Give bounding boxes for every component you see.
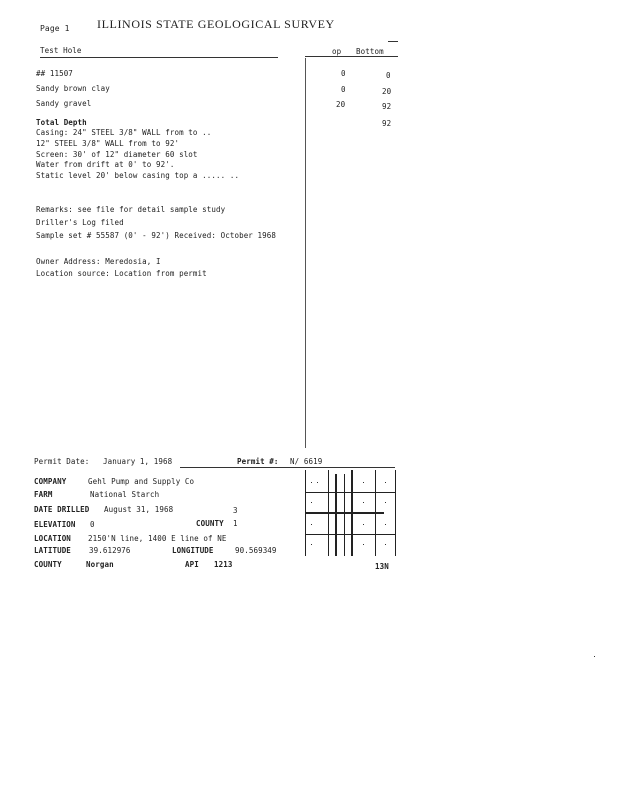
log-column-divider bbox=[305, 58, 306, 448]
grid-dot-3 bbox=[363, 482, 364, 483]
header-mark-top bbox=[388, 41, 398, 42]
county-code-label: COUNTY bbox=[196, 519, 224, 528]
company-value: Gehl Pump and Supply Co bbox=[88, 477, 195, 486]
sample-set-line: Sample set # 55587 (0' - 92') Received: October 1968 bbox=[36, 231, 276, 240]
total-depth-label: Total Depth bbox=[36, 118, 87, 127]
latitude-label: LATITUDE bbox=[34, 546, 71, 555]
grid-dot-12 bbox=[363, 544, 364, 545]
strata-top-2: 0 bbox=[341, 85, 346, 94]
strata-top-3: 20 bbox=[336, 100, 346, 109]
strata-bottom-2: 20 bbox=[382, 87, 392, 96]
grid-dot-6 bbox=[363, 502, 364, 503]
date-drilled-extra: 3 bbox=[233, 506, 238, 515]
grid-vline-7 bbox=[395, 470, 396, 556]
company-label: COMPANY bbox=[34, 477, 67, 486]
township-value: 13N bbox=[375, 562, 389, 571]
elevation-label: ELEVATION bbox=[34, 520, 76, 529]
grid-dot-7 bbox=[385, 502, 386, 503]
location-label: LOCATION bbox=[34, 534, 71, 543]
grid-vline-4 bbox=[344, 474, 345, 556]
grid-dot-2 bbox=[317, 482, 318, 483]
column-heading-test-hole: Test Hole bbox=[40, 46, 82, 55]
grid-dot-5 bbox=[311, 502, 312, 503]
column-heading-top: op bbox=[332, 47, 342, 56]
water-line: Water from drift at 0' to 92'. bbox=[36, 160, 175, 169]
county-value: Norgan bbox=[86, 560, 114, 569]
grid-hline-1 bbox=[305, 492, 396, 493]
header-underline-left bbox=[40, 57, 278, 58]
grid-dot-11 bbox=[311, 544, 312, 545]
farm-value: National Starch bbox=[90, 490, 160, 499]
permit-underline bbox=[180, 467, 395, 468]
grid-dot-10 bbox=[385, 524, 386, 525]
strata-desc-3: Sandy gravel bbox=[36, 99, 92, 108]
section-grid-map bbox=[305, 470, 397, 556]
permit-date-label: Permit Date: bbox=[34, 457, 90, 466]
grid-hline-2 bbox=[305, 512, 384, 514]
location-source-line: Location source: Location from permit bbox=[36, 269, 207, 278]
county-label: COUNTY bbox=[34, 560, 62, 569]
permit-number-value: N/ 6619 bbox=[290, 457, 323, 466]
static-level-line: Static level 20' below casing top a ..... .. bbox=[36, 171, 240, 180]
total-depth-value: 92 bbox=[382, 119, 392, 128]
document-title: ILLINOIS STATE GEOLOGICAL SURVEY bbox=[97, 17, 335, 31]
date-drilled-value: August 31, 1968 bbox=[104, 505, 174, 514]
grid-dot-8 bbox=[311, 524, 312, 525]
strata-top-1: 0 bbox=[341, 69, 346, 78]
casing-line-2: 12" STEEL 3/8" WALL from to 92' bbox=[36, 139, 180, 148]
longitude-value: 90.569349 bbox=[235, 546, 277, 555]
strata-bottom-1: 0 bbox=[386, 71, 391, 80]
strata-desc-1: ## 11507 bbox=[36, 69, 73, 78]
grid-dot-1 bbox=[311, 482, 312, 483]
api-label: API bbox=[185, 560, 199, 569]
county-code-value: 1 bbox=[233, 519, 238, 528]
permit-date-value: January 1, 1968 bbox=[103, 457, 173, 466]
grid-dot-9 bbox=[363, 524, 364, 525]
location-value: 2150'N line, 1400 E line of NE bbox=[88, 534, 227, 543]
farm-label: FARM bbox=[34, 490, 53, 499]
owner-address-line: Owner Address: Meredosia, I bbox=[36, 257, 161, 266]
casing-line-1: Casing: 24" STEEL 3/8" WALL from to .. bbox=[36, 128, 212, 137]
scan-speck bbox=[594, 656, 595, 657]
elevation-value: 0 bbox=[90, 520, 95, 529]
api-value: 1213 bbox=[214, 560, 233, 569]
page-number: Page 1 bbox=[40, 24, 70, 33]
longitude-label: LONGITUDE bbox=[172, 546, 214, 555]
grid-dot-13 bbox=[385, 544, 386, 545]
header-underline-right bbox=[305, 56, 398, 57]
screen-line: Screen: 30' of 12" diameter 60 slot bbox=[36, 150, 198, 159]
column-heading-bottom: Bottom bbox=[356, 47, 384, 56]
grid-vline-3 bbox=[335, 474, 337, 556]
drillers-log-line: Driller's Log filed bbox=[36, 218, 124, 227]
remarks-line: Remarks: see file for detail sample study bbox=[36, 205, 226, 214]
latitude-value: 39.612976 bbox=[89, 546, 131, 555]
strata-bottom-3: 92 bbox=[382, 102, 392, 111]
permit-number-label: Permit #: bbox=[237, 457, 279, 466]
date-drilled-label: DATE DRILLED bbox=[34, 505, 90, 514]
strata-desc-2: Sandy brown clay bbox=[36, 84, 110, 93]
grid-hline-3 bbox=[305, 534, 396, 535]
grid-dot-4 bbox=[385, 482, 386, 483]
